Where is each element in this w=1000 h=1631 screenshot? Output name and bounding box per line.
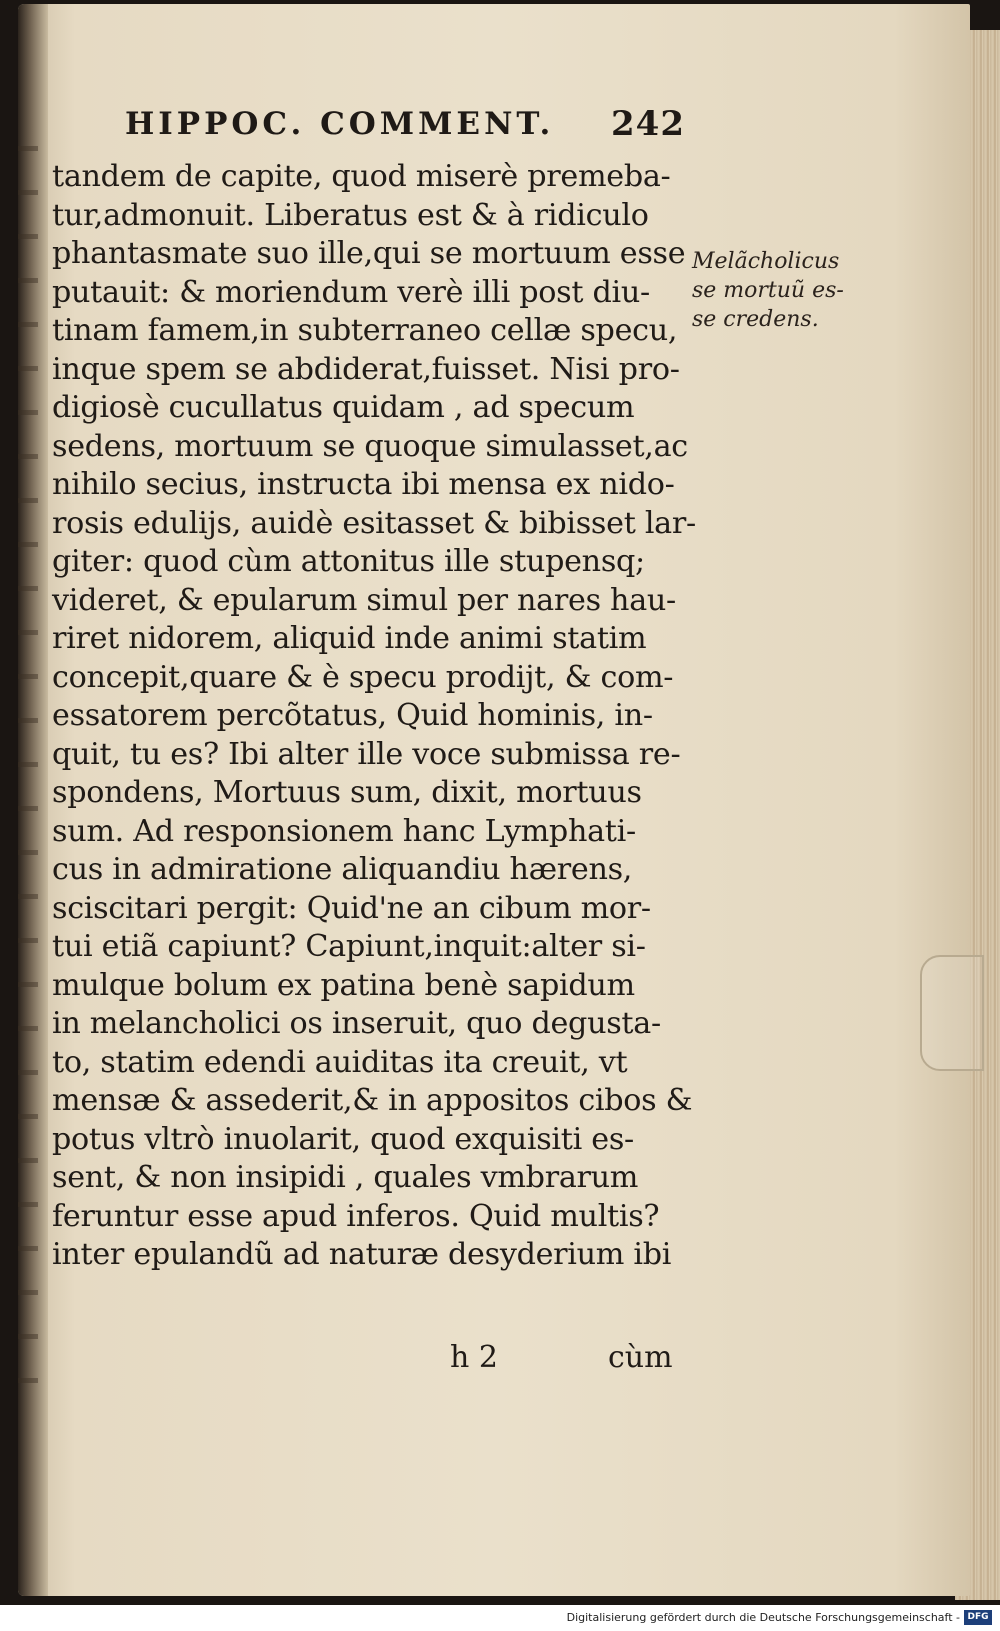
running-head xyxy=(125,100,685,144)
footer-text: Digitalisierung gefördert durch die Deutsche Forschungsgemeinschaft - xyxy=(566,1611,960,1624)
marginal-note-line: se mortuũ es- xyxy=(692,278,844,303)
text-line: putauit: & moriendum verè illi post diu- xyxy=(52,274,650,310)
marginal-note-line: se credens. xyxy=(692,307,819,332)
catchword: cùm xyxy=(608,1340,673,1375)
text-line: phantasmate suo ille,qui se mortuum esse xyxy=(52,236,686,271)
text-line: quit, tu es? Ibi alter ille voce submissa re- xyxy=(52,736,681,772)
running-head-title: HIPPOC. COMMENT. xyxy=(125,106,555,142)
digitization-footer xyxy=(0,1605,1000,1631)
text-line: mulque bolum ex patina benè sapidum xyxy=(52,967,635,1003)
text-line: spondens, Mortuus sum, dixit, mortuus xyxy=(52,775,642,810)
text-line: rosis edulijs, auidè esitasset & bibisset lar- xyxy=(52,505,696,541)
text-line: inter epulandũ ad naturæ desyderium ibi xyxy=(52,1237,672,1272)
text-line: digiosè cucullatus quidam , ad specum xyxy=(52,390,635,425)
text-line: nihilo secius, instructa ibi mensa ex nido- xyxy=(52,467,675,502)
signature-mark: h 2 xyxy=(450,1340,498,1375)
dfg-logo: DFG xyxy=(964,1610,992,1625)
page-tab-mark xyxy=(920,955,984,1071)
text-line: sent, & non insipidi , quales vmbrarum xyxy=(52,1160,639,1195)
marginal-note-line: Melãcholicus xyxy=(692,249,840,274)
text-line: essatorem percõtatus, Quid hominis, in- xyxy=(52,698,653,733)
text-line: in melancholici os inseruit, quo degusta- xyxy=(52,1006,661,1041)
text-line: giter: quod cùm attonitus ille stupensq; xyxy=(52,544,645,579)
text-line: feruntur esse apud inferos. Quid multis? xyxy=(52,1198,660,1234)
bleed-through xyxy=(18,124,38,1404)
text-line: sciscitari pergit: Quid'ne an cibum mor- xyxy=(52,890,651,926)
page-number: 242 xyxy=(611,104,685,144)
text-line: tandem de capite, quod miserè premeba- xyxy=(52,159,671,194)
text-line: riret nidorem, aliquid inde animi statim xyxy=(52,621,647,656)
text-line: concepit,quare & è specu prodijt, & com- xyxy=(52,659,674,695)
text-line: tinam famem,in subterraneo cellæ specu, xyxy=(52,313,678,348)
text-line: tur,admonuit. Liberatus est & à ridiculo xyxy=(52,197,649,233)
text-line: inque spem se abdiderat,fuisset. Nisi pro- xyxy=(52,351,680,387)
text-line: potus vltrò inuolarit, quod exquisiti es- xyxy=(52,1121,634,1157)
body-text xyxy=(52,158,696,1275)
text-line: tui etiã capiunt? Capiunt,inquit:alter si- xyxy=(52,929,646,964)
text-line: videret, & epularum simul per nares hau- xyxy=(52,582,676,618)
marginal-note xyxy=(692,247,862,334)
text-line: cus in admiratione aliquandiu hærens, xyxy=(52,852,633,887)
text-line: to, statim edendi auiditas ita creuit, vt xyxy=(52,1044,628,1080)
text-line: sedens, mortuum se quoque simulasset,ac xyxy=(52,428,688,464)
text-line: mensæ & assederit,& in appositos cibos & xyxy=(52,1083,693,1118)
text-line: sum. Ad responsionem hanc Lymphati- xyxy=(52,813,636,849)
